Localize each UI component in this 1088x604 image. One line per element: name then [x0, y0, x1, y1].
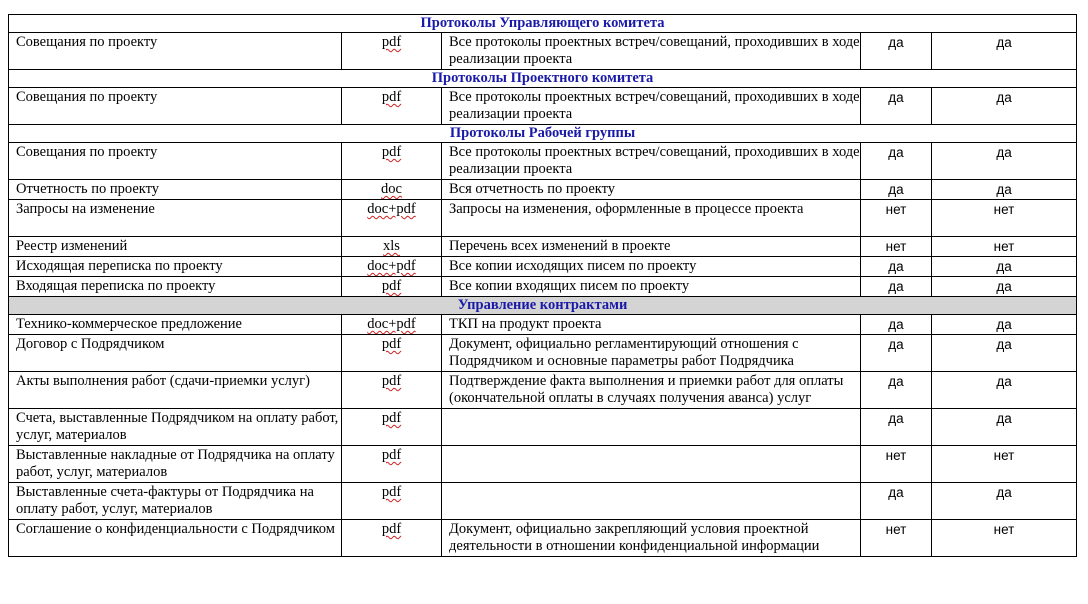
document-description-cell-text: Вся отчетность по проекту	[449, 181, 615, 197]
document-format-cell	[342, 88, 442, 125]
flag-2-cell	[932, 372, 1077, 409]
document-name-cell-text: Соглашение о конфиденциальности с Подрядчиком	[16, 521, 335, 537]
document-name-cell-text: Совещания по проекту	[16, 89, 158, 105]
document-description-cell-text: Перечень всех изменений в проекте	[449, 238, 671, 254]
table-row	[9, 335, 1077, 372]
document-description-cell	[442, 237, 861, 257]
flag-1-cell-text: нет	[885, 522, 907, 537]
document-description-cell-text: Все протоколы проектных встреч/совещаний, проходивших в ходе реализации проекта	[449, 34, 860, 67]
document-name-cell	[9, 372, 342, 409]
flag-2-cell	[932, 483, 1077, 520]
flag-1-cell	[861, 200, 932, 237]
flag-2-cell-text: да	[996, 317, 1012, 332]
document-description-cell-text: Все протоколы проектных встреч/совещаний, проходивших в ходе реализации проекта	[449, 144, 860, 177]
document-description-cell-text: Все протоколы проектных встреч/совещаний, проходивших в ходе реализации проекта	[449, 89, 860, 122]
flag-1-cell-text: да	[888, 90, 904, 105]
table-row	[9, 446, 1077, 483]
flag-2-cell	[932, 257, 1077, 277]
document-format-cell	[342, 520, 442, 557]
document-name-cell-text: Совещания по проекту	[16, 34, 158, 50]
flag-1-cell	[861, 277, 932, 297]
flag-2-cell-text: да	[996, 90, 1012, 105]
flag-2-cell-text: нет	[993, 448, 1015, 463]
document-format-cell-text: pdf	[381, 447, 402, 463]
document-name-cell-text: Договор с Подрядчиком	[16, 336, 165, 352]
flag-2-cell-text: да	[996, 145, 1012, 160]
document-format-cell	[342, 257, 442, 277]
document-format-cell-text: pdf	[381, 336, 402, 352]
table-row	[9, 520, 1077, 557]
document-name-cell	[9, 237, 342, 257]
flag-1-cell	[861, 446, 932, 483]
document-name-cell-text: Запросы на изменение	[16, 201, 155, 217]
flag-2-cell	[932, 446, 1077, 483]
document-name-cell	[9, 257, 342, 277]
flag-1-cell	[861, 33, 932, 70]
flag-2-cell-text: да	[996, 374, 1012, 389]
table-row	[9, 200, 1077, 237]
section-title: Управление контрактами	[9, 297, 1077, 315]
document-name-cell-text: Счета, выставленные Подрядчиком на оплату работ, услуг, материалов	[16, 410, 339, 443]
document-description-cell	[442, 409, 861, 446]
document-format-cell-text: pdf	[381, 89, 402, 105]
document-name-cell	[9, 33, 342, 70]
document-name-cell	[9, 446, 342, 483]
document-name-cell-text: Отчетность по проекту	[16, 181, 160, 197]
flag-2-cell-text: да	[996, 279, 1012, 294]
flag-2-cell-text: да	[996, 411, 1012, 426]
document-description-cell-text: Запросы на изменения, оформленные в процессе проекта	[449, 201, 804, 217]
flag-2-cell	[932, 88, 1077, 125]
flag-1-cell-text: нет	[885, 448, 907, 463]
document-name-cell-text: Входящая переписка по проекту	[16, 278, 216, 294]
document-name-cell	[9, 200, 342, 237]
document-format-cell-text: pdf	[381, 521, 402, 537]
flag-1-cell-text: да	[888, 259, 904, 274]
section-header-row	[9, 297, 1077, 315]
flag-1-cell-text: да	[888, 485, 904, 500]
flag-1-cell-text: да	[888, 411, 904, 426]
flag-1-cell	[861, 257, 932, 277]
document-name-cell	[9, 143, 342, 180]
document-format-cell-text: xls	[383, 238, 400, 254]
document-name-cell	[9, 315, 342, 335]
flag-2-cell-text: да	[996, 259, 1012, 274]
table-row	[9, 33, 1077, 70]
flag-1-cell	[861, 409, 932, 446]
flag-1-cell	[861, 143, 932, 180]
document-format-cell-text: doc	[381, 181, 402, 197]
flag-2-cell-text: нет	[993, 239, 1015, 254]
document-format-cell-text: pdf	[381, 484, 402, 500]
document-description-cell-text: Подтверждение факта выполнения и приемки работ для оплаты (окончательной оплаты в случаях получения аванса) услуг	[449, 373, 844, 406]
document-name-cell	[9, 409, 342, 446]
flag-2-cell-text: да	[996, 182, 1012, 197]
document-description-cell	[442, 277, 861, 297]
flag-1-cell	[861, 483, 932, 520]
flag-1-cell-text: да	[888, 337, 904, 352]
flag-2-cell-text: да	[996, 485, 1012, 500]
section-header-row	[9, 125, 1077, 143]
document-format-cell	[342, 143, 442, 180]
flag-1-cell-text: нет	[885, 202, 907, 217]
document-name-cell-text: Выставленные счета-фактуры от Подрядчика на оплату работ, услуг, материалов	[16, 484, 314, 517]
table-row	[9, 257, 1077, 277]
table-row	[9, 180, 1077, 200]
flag-1-cell-text: нет	[885, 239, 907, 254]
flag-2-cell-text: нет	[993, 522, 1015, 537]
document-name-cell	[9, 88, 342, 125]
document-format-cell-text: pdf	[381, 34, 402, 50]
section-title: Протоколы Рабочей группы	[9, 125, 1077, 143]
document-description-cell-text: Все копии входящих писем по проекту	[449, 278, 690, 294]
flag-1-cell	[861, 315, 932, 335]
flag-2-cell-text: да	[996, 337, 1012, 352]
document-format-cell	[342, 33, 442, 70]
table-row	[9, 315, 1077, 335]
document-name-cell-text: Акты выполнения работ (сдачи-приемки услуг)	[16, 373, 310, 389]
document-name-cell-text: Исходящая переписка по проекту	[16, 258, 223, 274]
flag-1-cell	[861, 335, 932, 372]
section-header-row	[9, 15, 1077, 33]
document-description-cell	[442, 257, 861, 277]
document-description-cell	[442, 33, 861, 70]
document-name-cell	[9, 180, 342, 200]
flag-2-cell-text: нет	[993, 202, 1015, 217]
document-format-cell	[342, 237, 442, 257]
document-format-cell-text: doc+pdf	[367, 258, 416, 274]
flag-2-cell	[932, 277, 1077, 297]
table-row	[9, 143, 1077, 180]
document-description-cell	[442, 483, 861, 520]
document-name-cell	[9, 277, 342, 297]
document-format-cell	[342, 335, 442, 372]
document-description-cell	[442, 180, 861, 200]
document-format-cell	[342, 200, 442, 237]
document-description-cell	[442, 335, 861, 372]
document-format-cell-text: pdf	[381, 373, 402, 389]
document-format-cell	[342, 446, 442, 483]
document-description-cell	[442, 143, 861, 180]
flag-2-cell	[932, 143, 1077, 180]
flag-1-cell-text: да	[888, 145, 904, 160]
document-name-cell-text: Выставленные накладные от Подрядчика на оплату работ, услуг, материалов	[16, 447, 335, 480]
document-description-cell-text: Документ, официально регламентирующий отношения с Подрядчиком и основные параметры работ Подрядчика	[449, 336, 799, 369]
document-format-cell-text: doc+pdf	[367, 201, 416, 217]
table-row	[9, 372, 1077, 409]
document-description-cell-text: Документ, официально закрепляющий условия проектной деятельности в отношении конфиденциальной информации	[449, 521, 820, 554]
document-description-cell-text: Все копии исходящих писем по проекту	[449, 258, 697, 274]
document-description-cell	[442, 446, 861, 483]
flag-2-cell	[932, 335, 1077, 372]
document-description-cell-text: ТКП на продукт проекта	[449, 316, 602, 332]
flag-1-cell-text: да	[888, 279, 904, 294]
document-table	[8, 14, 1077, 557]
flag-2-cell	[932, 315, 1077, 335]
flag-1-cell	[861, 520, 932, 557]
flag-1-cell-text: да	[888, 35, 904, 50]
document-name-cell-text: Реестр изменений	[16, 238, 128, 254]
document-format-cell-text: pdf	[381, 144, 402, 160]
document-name-cell-text: Технико-коммерческое предложение	[16, 316, 242, 332]
document-format-cell-text: pdf	[381, 278, 402, 294]
section-title: Протоколы Управляющего комитета	[9, 15, 1077, 33]
document-format-cell	[342, 315, 442, 335]
document-description-cell	[442, 88, 861, 125]
flag-2-cell	[932, 200, 1077, 237]
flag-2-cell	[932, 520, 1077, 557]
document-description-cell	[442, 372, 861, 409]
document-description-cell	[442, 520, 861, 557]
flag-2-cell-text: да	[996, 35, 1012, 50]
section-title: Протоколы Проектного комитета	[9, 70, 1077, 88]
table-row	[9, 483, 1077, 520]
document-description-cell	[442, 200, 861, 237]
document-format-cell	[342, 372, 442, 409]
flag-2-cell	[932, 180, 1077, 200]
document-format-cell	[342, 277, 442, 297]
document-description-cell	[442, 315, 861, 335]
flag-1-cell-text: да	[888, 374, 904, 389]
document-name-cell	[9, 483, 342, 520]
flag-1-cell	[861, 180, 932, 200]
table-row	[9, 277, 1077, 297]
document-name-cell-text: Совещания по проекту	[16, 144, 158, 160]
document-name-cell	[9, 520, 342, 557]
flag-1-cell	[861, 88, 932, 125]
document-format-cell	[342, 483, 442, 520]
flag-2-cell	[932, 409, 1077, 446]
flag-1-cell-text: да	[888, 182, 904, 197]
flag-2-cell	[932, 33, 1077, 70]
flag-1-cell	[861, 372, 932, 409]
table-row	[9, 237, 1077, 257]
table-row	[9, 409, 1077, 446]
section-header-row	[9, 70, 1077, 88]
document-format-cell-text: pdf	[381, 410, 402, 426]
flag-1-cell-text: да	[888, 317, 904, 332]
document-name-cell	[9, 335, 342, 372]
flag-1-cell	[861, 237, 932, 257]
document-format-cell	[342, 180, 442, 200]
document-format-cell-text: doc+pdf	[367, 316, 416, 332]
flag-2-cell	[932, 237, 1077, 257]
document-format-cell	[342, 409, 442, 446]
table-row	[9, 88, 1077, 125]
